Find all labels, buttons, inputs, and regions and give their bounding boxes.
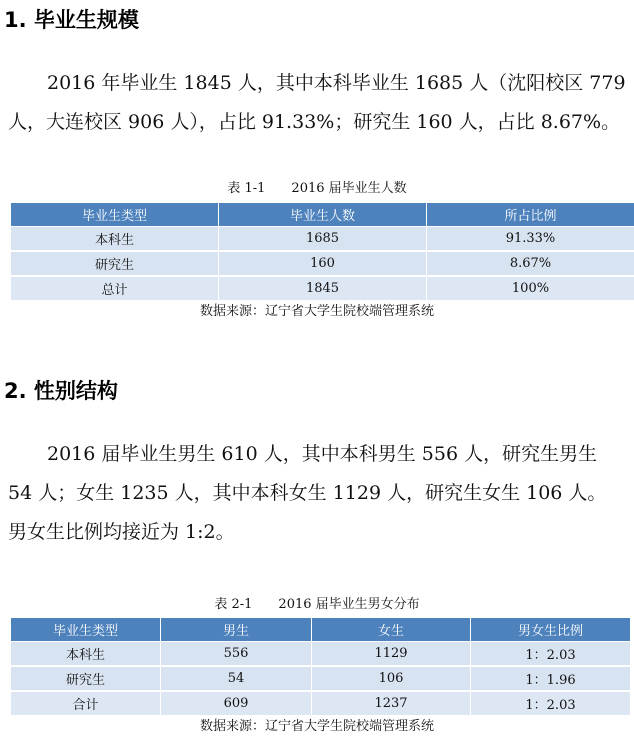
table-cell: 609 bbox=[161, 691, 312, 716]
table-2-caption bbox=[0, 597, 634, 613]
paragraph-line: 2016 年毕业生 1845 人，其中本科毕业生 1685 人（沈阳校区 779 bbox=[47, 72, 626, 94]
table-cell: 106 bbox=[312, 666, 471, 691]
table-cell: 1：1.96 bbox=[471, 666, 631, 691]
table-header-row bbox=[11, 618, 631, 642]
paragraph-line: 人，大连校区 906 人），占比 91.33%；研究生 160 人，占比 8.67%。 bbox=[8, 111, 621, 133]
table-cell: 1129 bbox=[312, 642, 471, 667]
table-cell: 合计 bbox=[11, 691, 161, 716]
table-title: 2016 届毕业生人数 bbox=[291, 181, 407, 196]
table-cell: 8.67% bbox=[427, 251, 634, 276]
table-title: 2016 届毕业生男女分布 bbox=[278, 597, 420, 612]
paragraph-line: 男女生比例均接近为 1:2。 bbox=[8, 521, 235, 543]
column-header: 女生 bbox=[312, 618, 471, 642]
table-1-graduate-counts bbox=[10, 202, 634, 302]
section-2-heading: 2. 性别结构 bbox=[4, 379, 118, 403]
column-header: 所占比例 bbox=[427, 203, 634, 227]
column-header: 男生 bbox=[161, 618, 312, 642]
table-row bbox=[11, 251, 634, 276]
paragraph-line: 54 人；女生 1235 人，其中本科女生 1129 人，研究生女生 106 人。 bbox=[8, 482, 607, 504]
column-header: 毕业生人数 bbox=[219, 203, 427, 227]
paragraph-line: 2016 届毕业生男生 610 人，其中本科男生 556 人，研究生男生 bbox=[47, 443, 598, 465]
table-cell: 总计 bbox=[11, 276, 219, 301]
table-cell: 本科生 bbox=[11, 642, 161, 667]
column-header: 毕业生类型 bbox=[11, 618, 161, 642]
table-cell: 1：2.03 bbox=[471, 691, 631, 716]
table-row bbox=[11, 691, 631, 716]
table-cell: 1：2.03 bbox=[471, 642, 631, 667]
column-header: 毕业生类型 bbox=[11, 203, 219, 227]
table-cell: 1845 bbox=[219, 276, 427, 301]
table-cell: 91.33% bbox=[427, 227, 634, 252]
table-2-gender-distribution bbox=[10, 617, 631, 717]
table-cell: 研究生 bbox=[11, 666, 161, 691]
table-row bbox=[11, 642, 631, 667]
table-row bbox=[11, 666, 631, 691]
section-2-paragraph bbox=[8, 435, 628, 552]
table-cell: 160 bbox=[219, 251, 427, 276]
table-cell: 100% bbox=[427, 276, 634, 301]
column-header: 男女生比例 bbox=[471, 618, 631, 642]
table-cell: 556 bbox=[161, 642, 312, 667]
section-1-paragraph bbox=[8, 64, 628, 142]
table-cell: 研究生 bbox=[11, 251, 219, 276]
table-header-row bbox=[11, 203, 634, 227]
table-1-caption bbox=[0, 181, 634, 197]
table-number: 表 2-1 bbox=[214, 597, 253, 612]
table-cell: 本科生 bbox=[11, 227, 219, 252]
section-1-heading: 1. 毕业生规模 bbox=[4, 8, 139, 32]
table-cell: 1237 bbox=[312, 691, 471, 716]
table-row bbox=[11, 276, 634, 301]
table-1-source-note: 数据来源：辽宁省大学生院校端管理系统 bbox=[199, 304, 434, 319]
table-2-source-note: 数据来源：辽宁省大学生院校端管理系统 bbox=[199, 719, 434, 734]
table-cell: 54 bbox=[161, 666, 312, 691]
table-row bbox=[11, 227, 634, 252]
table-cell: 1685 bbox=[219, 227, 427, 252]
table-number: 表 1-1 bbox=[227, 181, 266, 196]
